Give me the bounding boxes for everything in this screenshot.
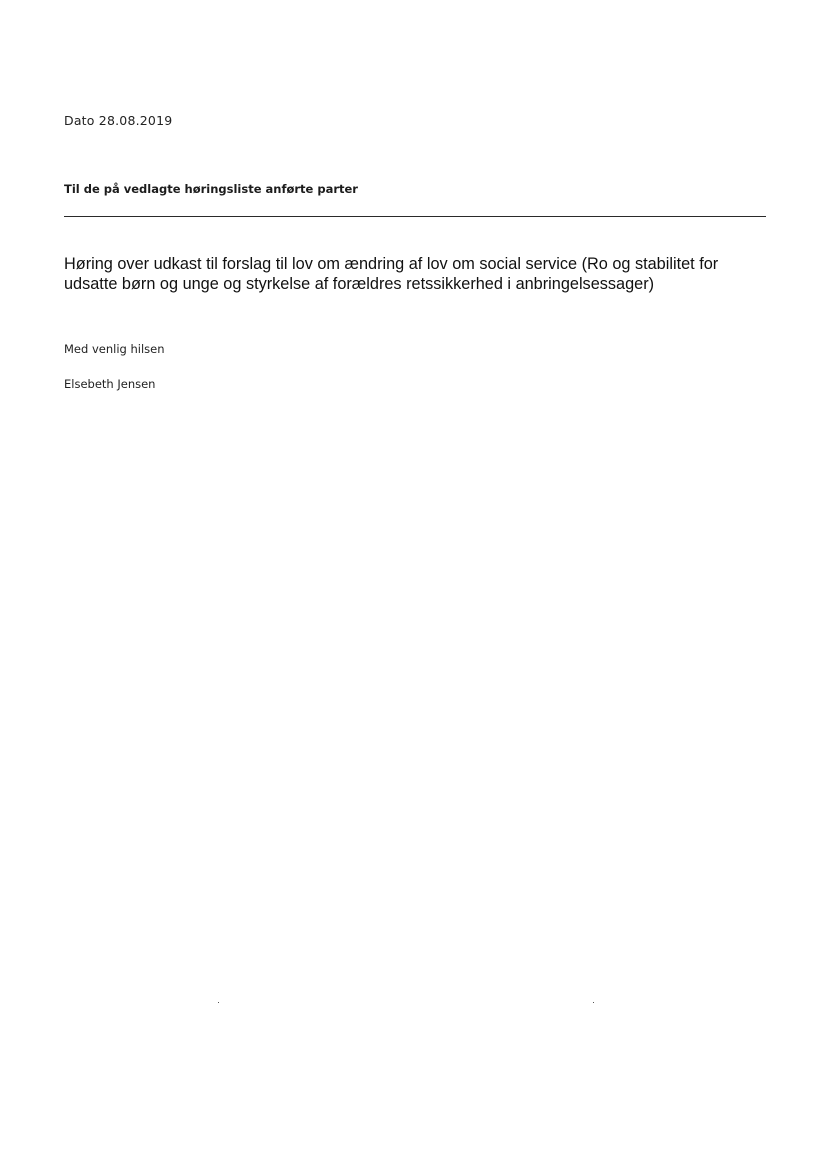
recipients-line: Til de på vedlagte høringsliste anførte parter	[64, 182, 358, 196]
closing-phrase: Med venlig hilsen	[64, 342, 165, 356]
signature-name: Elsebeth Jensen	[64, 377, 156, 391]
scan-speck	[218, 1002, 219, 1003]
scan-speck	[593, 1002, 594, 1003]
letter-date: Dato 28.08.2019	[64, 113, 173, 128]
subject-heading: Høring over udkast til forslag til lov om ændring af lov om social service (Ro og stabilitet for udsatte børn og unge og styrkelse af forældres retssikkerhed i anbringelsessager)	[64, 255, 719, 293]
divider-line	[64, 216, 766, 217]
